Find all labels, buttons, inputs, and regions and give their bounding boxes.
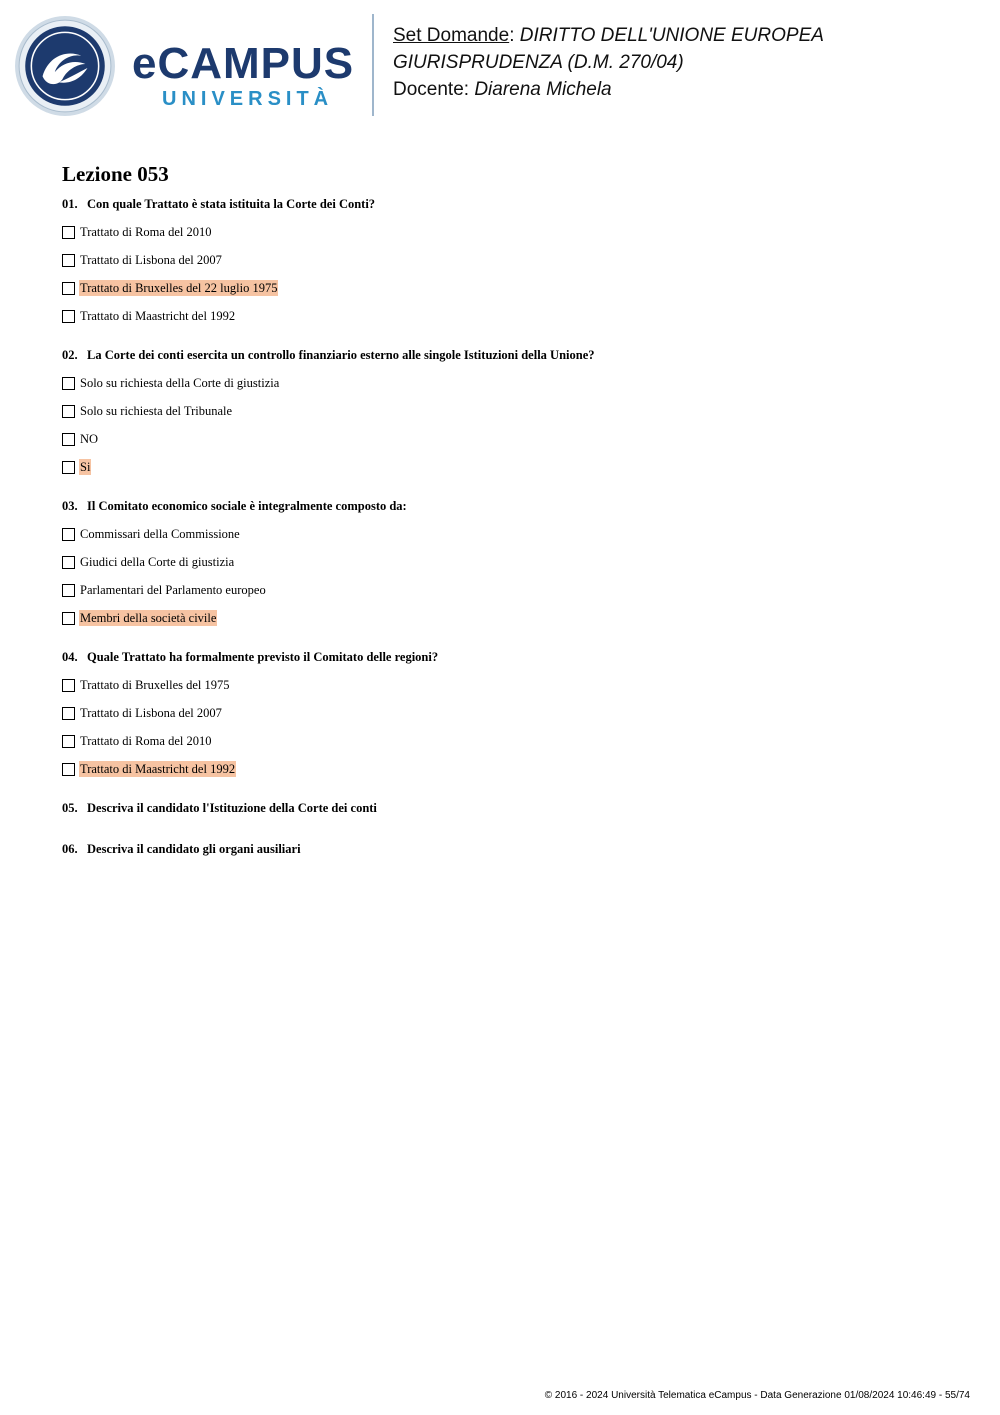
- answer-checkbox[interactable]: [62, 584, 75, 597]
- option-label: Trattato di Maastricht del 1992: [80, 309, 236, 323]
- option-label: Solo su richiesta della Corte di giustizia: [80, 376, 280, 390]
- answer-checkbox[interactable]: [62, 707, 75, 720]
- question-text: Quale Trattato ha formalmente previsto il Comitato delle regioni?: [87, 650, 439, 664]
- answer-checkbox[interactable]: [62, 763, 75, 776]
- question-06: [62, 842, 301, 857]
- option-row: [62, 431, 99, 447]
- ecampus-wordmark: [132, 39, 355, 111]
- question-05: [62, 801, 377, 816]
- question-text: La Corte dei conti esercita un controllo finanziario esterno alle singole Istituzioni della Unione?: [87, 348, 595, 362]
- question-text: Descriva il candidato gli organi ausiliari: [87, 842, 301, 856]
- option-row: [62, 554, 235, 570]
- question-01: [62, 197, 375, 212]
- option-label: Trattato di Roma del 2010: [80, 734, 212, 748]
- option-label: Membri della società civile: [80, 611, 217, 625]
- question-03: [62, 499, 407, 514]
- question-04: [62, 650, 438, 665]
- option-label: Solo su richiesta del Tribunale: [80, 404, 233, 418]
- option-row: [62, 677, 231, 693]
- lesson-title: Lezione 053: [62, 162, 169, 186]
- option-row: [62, 459, 91, 475]
- question-02: [62, 348, 595, 363]
- teacher-line: [393, 76, 824, 103]
- option-row: [62, 582, 267, 598]
- question-text: Il Comitato economico sociale è integralmente composto da:: [87, 499, 407, 513]
- option-row: [62, 403, 233, 419]
- answer-checkbox[interactable]: [62, 735, 75, 748]
- answer-checkbox[interactable]: [62, 377, 75, 390]
- option-label: Si: [80, 460, 91, 474]
- page-footer: © 2016 - 2024 Università Telematica eCampus - Data Generazione 01/08/2024 10:46:49 - 55/74: [544, 1390, 970, 1401]
- answer-checkbox[interactable]: [62, 405, 75, 418]
- option-row: [62, 224, 212, 240]
- option-label: Trattato di Lisbona del 2007: [80, 706, 222, 720]
- option-row: [62, 733, 212, 749]
- option-row: [62, 308, 236, 324]
- answer-checkbox[interactable]: [62, 461, 75, 474]
- option-label: NO: [80, 432, 99, 446]
- question-number: 06.: [62, 842, 78, 856]
- answer-checkbox[interactable]: [62, 282, 75, 295]
- header-divider: [372, 14, 374, 116]
- page-header: [0, 0, 1000, 130]
- option-label: Commissari della Commissione: [80, 527, 240, 541]
- question-number: 02.: [62, 348, 78, 362]
- answer-checkbox[interactable]: [62, 433, 75, 446]
- answer-checkbox[interactable]: [62, 556, 75, 569]
- option-row: [62, 280, 278, 296]
- set-label: Set Domande: [393, 25, 510, 46]
- logo-sub-text: UNIVERSITÀ: [162, 88, 334, 110]
- question-number: 03.: [62, 499, 78, 513]
- logo-brand-text: eCAMPUS: [132, 39, 355, 88]
- question-number: 05.: [62, 801, 78, 815]
- course-line: Set Domande: DIRITTO DELL'UNIONE EUROPEA: [393, 25, 824, 46]
- teacher-label: Docente:: [393, 79, 470, 100]
- answer-checkbox[interactable]: [62, 226, 75, 239]
- option-label: Trattato di Bruxelles del 22 luglio 1975: [80, 281, 278, 295]
- answer-checkbox[interactable]: [62, 254, 75, 267]
- question-text: Con quale Trattato è stata istituita la Corte dei Conti?: [87, 197, 376, 211]
- option-label: Trattato di Bruxelles del 1975: [80, 678, 230, 692]
- answer-checkbox[interactable]: [62, 310, 75, 323]
- option-label: Giudici della Corte di giustizia: [80, 555, 235, 569]
- option-row: [62, 761, 236, 777]
- answer-checkbox[interactable]: [62, 679, 75, 692]
- question-number: 01.: [62, 197, 78, 211]
- question-number: 04.: [62, 650, 78, 664]
- teacher-name: Diarena Michela: [474, 79, 612, 100]
- option-row: [62, 252, 223, 268]
- option-label: Trattato di Lisbona del 2007: [80, 253, 222, 267]
- ecampus-seal-logo-icon: [14, 15, 116, 117]
- program-name: GIURISPRUDENZA (D.M. 270/04): [393, 52, 684, 73]
- option-label: Trattato di Roma del 2010: [80, 225, 212, 239]
- answer-checkbox[interactable]: [62, 528, 75, 541]
- option-row: [62, 375, 280, 391]
- option-row: [62, 526, 241, 542]
- answer-checkbox[interactable]: [62, 612, 75, 625]
- header-info: [393, 22, 824, 103]
- option-row: [62, 705, 223, 721]
- course-name: DIRITTO DELL'UNIONE EUROPEA: [519, 25, 824, 46]
- option-label: Trattato di Maastricht del 1992: [80, 762, 236, 776]
- option-label: Parlamentari del Parlamento europeo: [80, 583, 266, 597]
- option-row: [62, 610, 217, 626]
- question-text: Descriva il candidato l'Istituzione della Corte dei conti: [87, 801, 377, 815]
